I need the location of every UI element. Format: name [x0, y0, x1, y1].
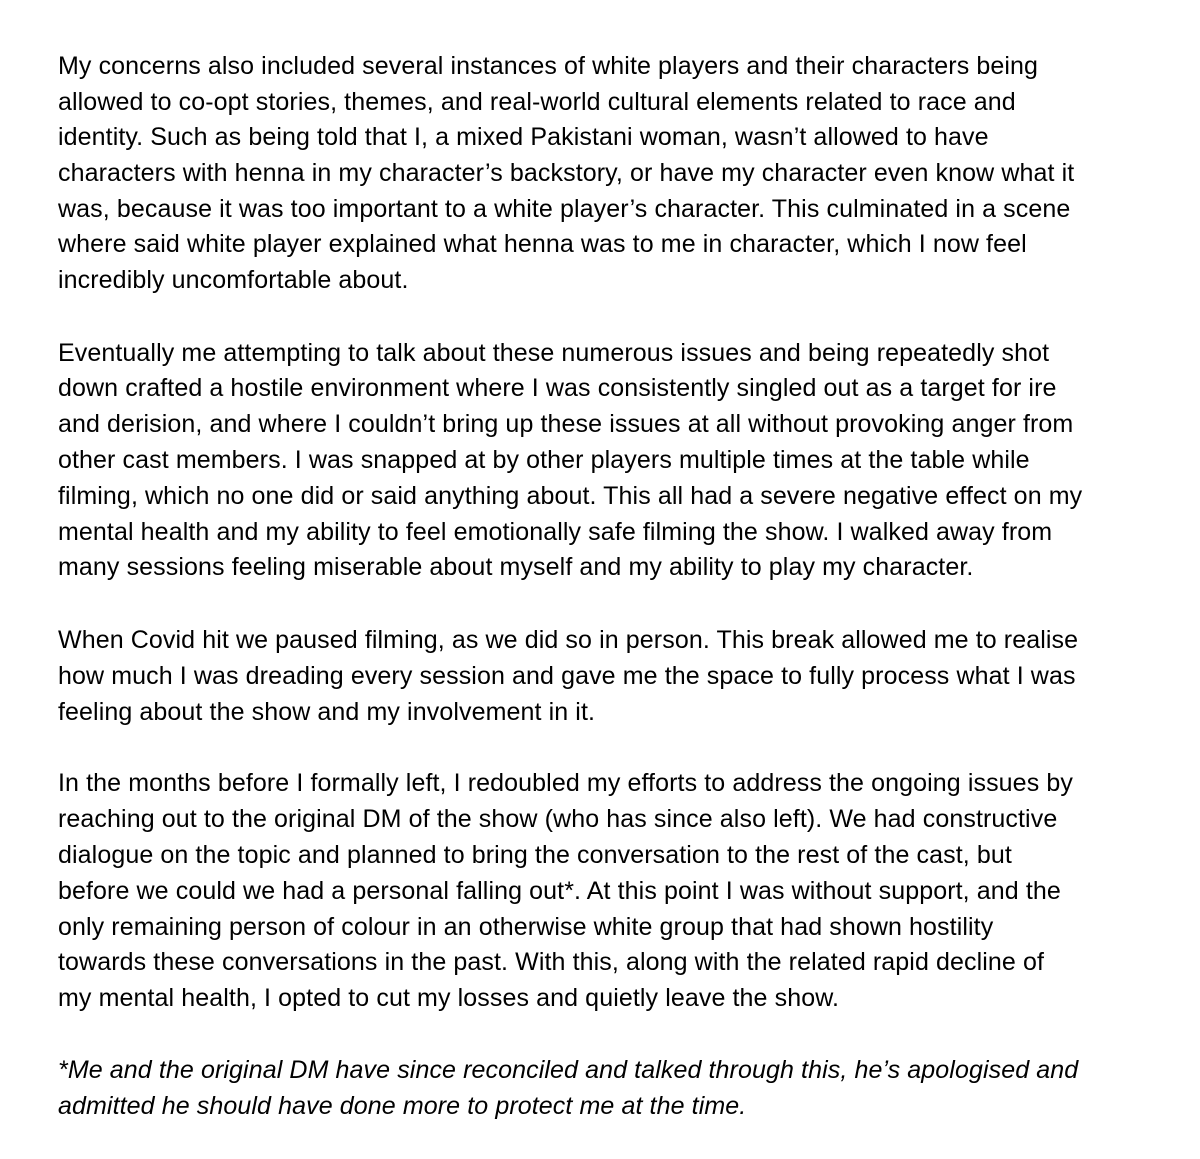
footnote-line: *Me and the original DM have since reconciled and talked through this, he’s apologised and [58, 1056, 1079, 1084]
text-line: reaching out to the original DM of the show (who has since also left). We had constructive [58, 805, 1058, 833]
text-line: other cast members. I was snapped at by other players multiple times at the table while [58, 446, 1030, 474]
footnote-line: admitted he should have done more to protect me at the time. [58, 1092, 747, 1120]
text-line: many sessions feeling miserable about myself and my ability to play my character. [58, 553, 974, 581]
text-line: only remaining person of colour in an otherwise white group that had shown hostility [58, 913, 994, 941]
text-line: was, because it was too important to a white player’s character. This culminated in a scene [58, 195, 1071, 223]
text-line: filming, which no one did or said anything about. This all had a severe negative effect on my [58, 482, 1083, 510]
text-line: my mental health, I opted to cut my losses and quietly leave the show. [58, 984, 840, 1012]
text-line: Eventually me attempting to talk about these numerous issues and being repeatedly shot [58, 339, 1050, 367]
text-line: allowed to co-opt stories, themes, and real-world cultural elements related to race and [58, 88, 1016, 116]
text-line: feeling about the show and my involvement in it. [58, 698, 596, 726]
text-line: where said white player explained what henna was to me in character, which I now feel [58, 230, 1027, 258]
text-line: My concerns also included several instances of white players and their characters being [58, 52, 1039, 80]
text-line: incredibly uncomfortable about. [58, 266, 409, 294]
text-line: and derision, and where I couldn’t bring up these issues at all without provoking anger from [58, 410, 1074, 438]
text-line: mental health and my ability to feel emotionally safe filming the show. I walked away from [58, 518, 1053, 546]
text-line: In the months before I formally left, I redoubled my efforts to address the ongoing issues by [58, 769, 1073, 797]
text-line: When Covid hit we paused filming, as we did so in person. This break allowed me to realise [58, 626, 1079, 654]
text-line: dialogue on the topic and planned to bring the conversation to the rest of the cast, but [58, 841, 1012, 869]
text-line: identity. Such as being told that I, a mixed Pakistani woman, wasn’t allowed to have [58, 123, 989, 151]
text-line: before we could we had a personal falling out*. At this point I was without support, and the [58, 877, 1061, 905]
text-line: characters with henna in my character’s backstory, or have my character even know what it [58, 159, 1075, 187]
text-line: towards these conversations in the past. With this, along with the related rapid decline of [58, 948, 1045, 976]
text-line: down crafted a hostile environment where I was consistently singled out as a target for ire [58, 374, 1057, 402]
text-line: how much I was dreading every session and gave me the space to fully process what I was [58, 662, 1076, 690]
